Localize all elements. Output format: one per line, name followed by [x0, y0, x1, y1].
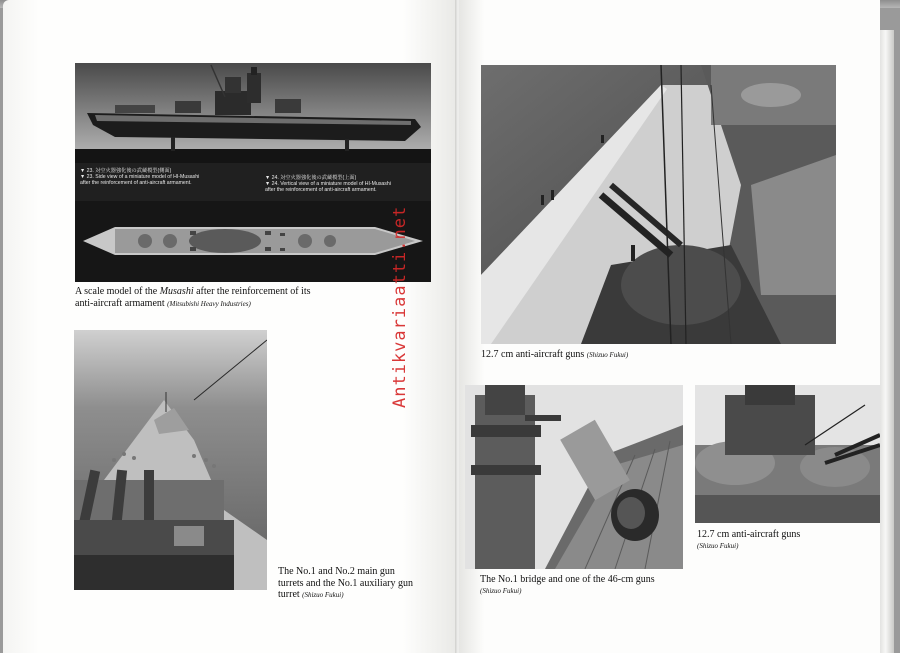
caption-main-gun-turrets: [278, 566, 418, 602]
model-strip-caption-left: [80, 168, 199, 187]
strip-line: ▼ 24. 対空火器強化後の武蔵模型(上面): [265, 175, 357, 181]
strip-line: after the reinforcement of anti-aircraft armament.: [80, 180, 192, 187]
caption-text: 12.7 cm anti-aircraft guns: [481, 349, 585, 360]
caption-text: The No.1 and No.2 main gun turrets and the No.1 auxiliary gun turret: [278, 566, 413, 600]
caption-text: A scale model of the: [75, 286, 160, 297]
photo-credit: (Shizuo Fukui): [697, 541, 739, 550]
model-strip-caption-right: [265, 175, 391, 194]
photo-credit: (Shizuo Fukui): [302, 591, 344, 599]
caption-text: 12.7 cm anti-aircraft guns: [697, 529, 801, 540]
photo-credit: (Shizuo Fukui): [586, 351, 629, 359]
page-edge-stack: [880, 30, 894, 653]
watermark-text: Antikvariaatti.net: [390, 205, 410, 408]
photo-aa-guns-small: [695, 385, 880, 523]
caption-bridge: [480, 574, 690, 597]
photo-main-gun-turrets: [74, 330, 267, 590]
caption-text: after the reinforcement of its anti-aircraft armament: [75, 286, 311, 309]
caption-aa-guns-top: [481, 349, 781, 362]
strip-line: ▼ 23. 対空火器強化後の武蔵模型(側面): [80, 168, 172, 174]
strip-line: after the reinforcement of anti-aircraft armament.: [265, 187, 377, 194]
photo-bridge-46cm-gun: [465, 385, 683, 569]
caption-ship-name: Musashi: [159, 286, 194, 297]
photo-credit: (Mitsubishi Heavy Industries): [167, 299, 251, 308]
strip-line: ▼ 24. Vertical view of a miniature model of HI-Musashi: [265, 181, 391, 188]
strip-line: ▼ 23. Side view of a miniature model of HI-Musashi: [80, 174, 200, 181]
caption-scale-model: [75, 286, 325, 310]
caption-text: The No.1 bridge and one of the 46-cm guns: [480, 574, 655, 585]
caption-aa-guns-small: [697, 529, 857, 552]
photo-aa-guns-deck: [481, 65, 836, 344]
photo-credit: (Shizuo Fukui): [480, 586, 522, 595]
